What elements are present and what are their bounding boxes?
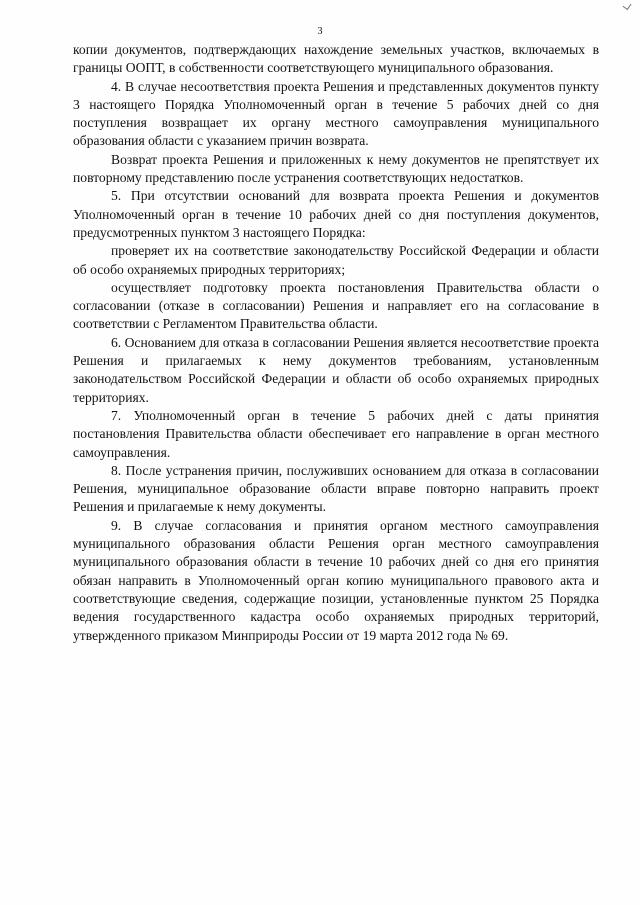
paragraph-item-7: 7. Уполномоченный орган в течение 5 рабочих дней с даты принятия постановления Правительства области обеспечивает его направление в орган местного самоуправления. [73,407,599,460]
paragraph-return-note: Возврат проекта Решения и приложенных к нему документов не препятствует их повторному представлению после устранения соответствующих недостатков. [73,151,599,186]
document-body [73,41,599,645]
paragraph-continuation: копии документов, подтверждающих нахождение земельных участков, включаемых в границы ООПТ, в собственности соответствующего муниципального образования. [73,42,599,76]
page-number: 3 [317,26,323,37]
paragraph-item-8: 8. После устранения причин, послуживших основанием для отказа в согласовании Решения, муниципальное образование области вправе повторно направить проект Решения и прилагаемые к нему документы. [73,462,599,515]
paragraph-item-9: 9. В случае согласования и принятия органом местного самоуправления муниципального образования области Решения орган местного самоуправления муниципального образования области в течение 10 рабочих дней со дня его принятия обязан направить в Уполномоченный орган копию муниципального правового акта и соответствующие сведения, содержащие позиции, установленные пунктом 25 Порядка ведения государственного кадастра особо охраняемых природных территорий, утвержденного приказом Минприроды России от 19 марта 2012 года № 69. [73,517,599,643]
paragraph-item-5: 5. При отсутствии оснований для возврата проекта Решения и документов Уполномоченный орган в течение 10 рабочих дней со дня поступления документов, предусмотренных пунктом 3 настоящего Порядка: [73,188,599,240]
paragraph-item-5-prepare: осуществляет подготовку проекта постановления Правительства области о согласовании (отказе в согласовании) Решения и направляет его на согласование в соответствии с Регламентом Правительства области. [73,279,599,332]
paragraph-item-6: 6. Основанием для отказа в согласовании Решения является несоответствие проекта Решения и прилагаемых к нему документов требованиям, установленным законодательством Российской Федерации и области об особо охраняемых природных территориях. [73,334,599,405]
paragraph-item-4: 4. В случае несоответствия проекта Решения и представленных документов пункту 3 настоящего Порядка Уполномоченный орган в течение 5 рабочих дней со дня поступления возвращает их органу местного самоуправления муниципального образования области с указанием причин возврата. [73,78,599,149]
paragraph-item-5-check: проверяет их на соответствие законодательству Российской Федерации и области об особо охраняемых природных территориях; [73,243,599,277]
scan-corner-mark [623,1,632,10]
